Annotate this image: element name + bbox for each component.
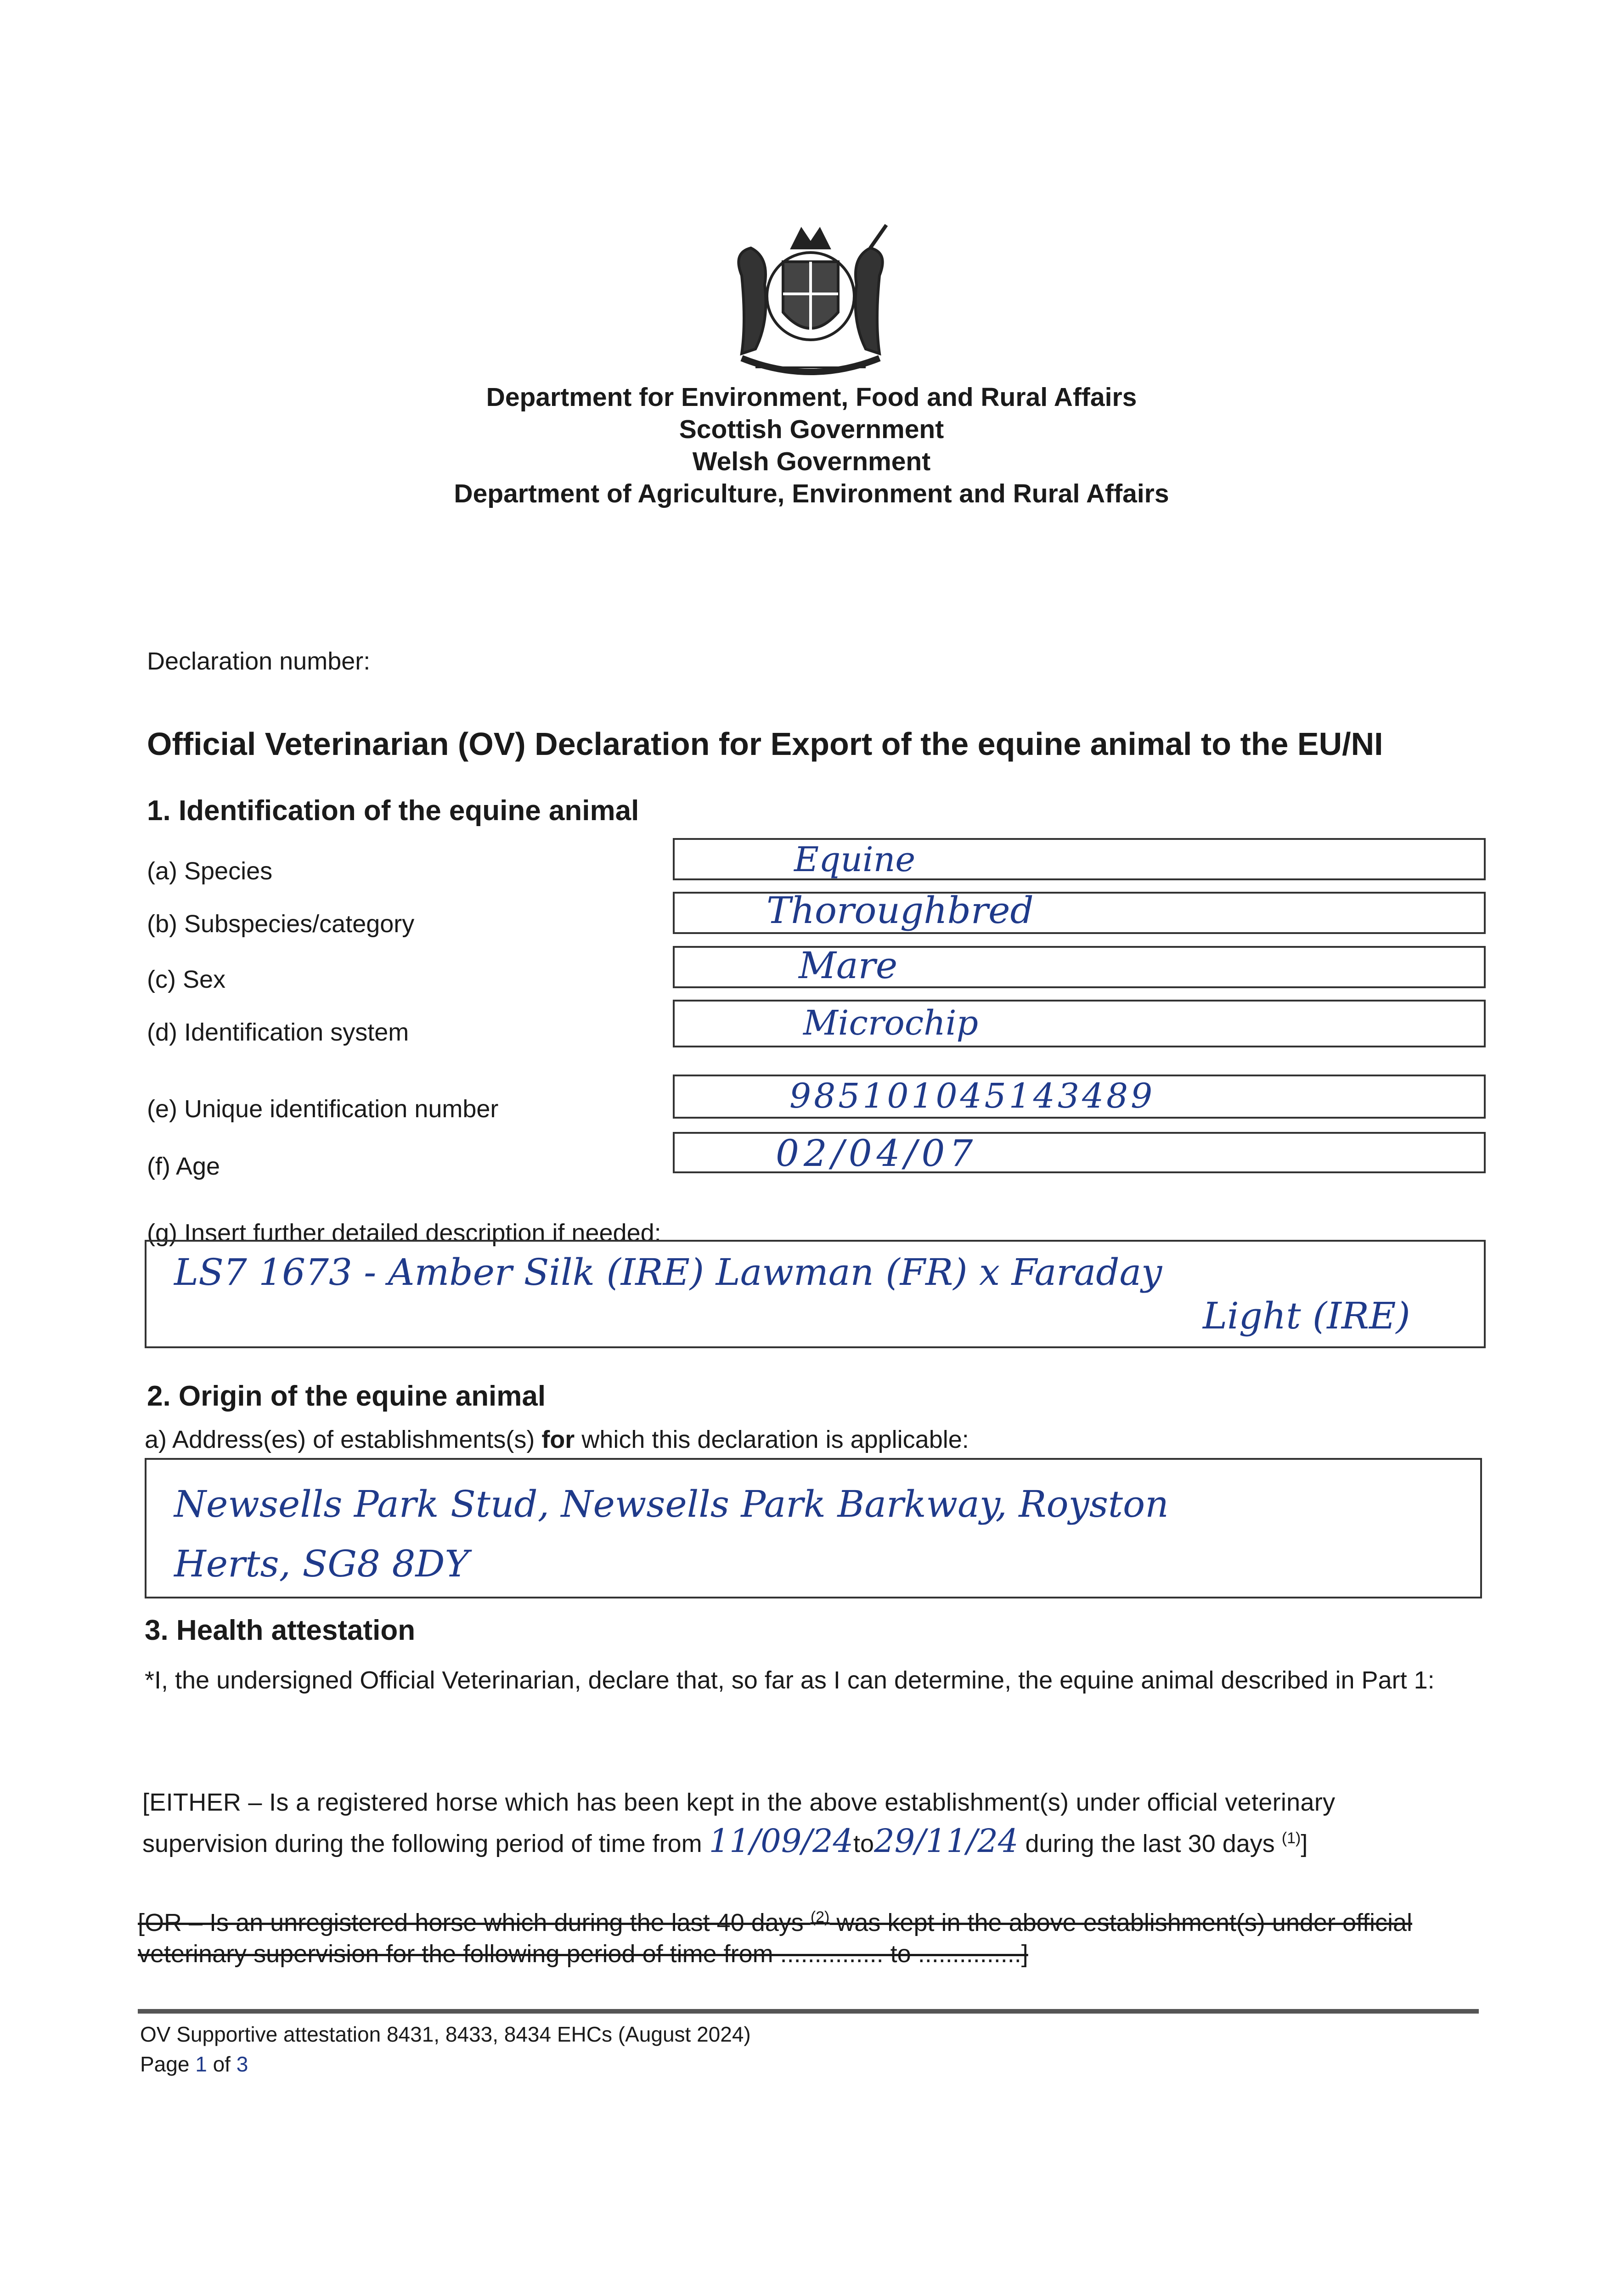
unique-id-label: (e) Unique identification number <box>147 1095 499 1123</box>
either-footnote: (1) <box>1281 1829 1301 1847</box>
page-number <box>140 2050 248 2078</box>
or-line2: veterinary supervision for the following period of time from ............... to ...............] <box>138 1940 1028 1968</box>
address-label-bold: for <box>541 1426 575 1453</box>
either-close: ] <box>1301 1830 1308 1857</box>
or-line1 <box>138 1901 1412 1939</box>
declaration-number-label: Declaration number: <box>147 647 371 675</box>
subspecies-label: (b) Subspecies/category <box>147 910 415 938</box>
age-value: 02/04/07 <box>776 1132 978 1175</box>
or-line1-post: was kept in the above establishment(s) under official <box>829 1909 1413 1936</box>
page-current: 1 <box>195 2052 207 2076</box>
or-footnote: (2) <box>810 1908 830 1926</box>
dept-scottish-gov: Scottish Government <box>679 415 944 444</box>
address-field[interactable] <box>145 1458 1482 1598</box>
page-title: Official Veterinarian (OV) Declaration for Export of the equine animal to the EU/NI <box>147 726 1383 762</box>
section1-heading: 1. Identification of the equine animal <box>147 795 639 827</box>
identification-system-label: (d) Identification system <box>147 1019 409 1046</box>
further-description-line1: LS7 1673 - Amber Silk (IRE) Lawman (FR) x Faraday <box>174 1251 1162 1294</box>
either-line1: [EITHER – Is a registered horse which has been kept in the above establishment(s) under official veterinary <box>142 1789 1336 1816</box>
page-total: 3 <box>236 2052 248 2076</box>
footer-attestation: OV Supportive attestation 8431, 8433, 8434 EHCs (August 2024) <box>140 2022 751 2046</box>
subspecies-field[interactable] <box>673 889 1486 934</box>
species-value: Equine <box>794 840 916 879</box>
or-line1-pre: [OR – Is an unregistered horse which during the last 40 days <box>138 1909 811 1936</box>
footer-rule <box>138 2009 1479 2014</box>
either-to: to <box>853 1830 874 1857</box>
either-line2 <box>142 1822 1307 1860</box>
section2-heading: 2. Origin of the equine animal <box>147 1380 546 1412</box>
address-line2: Herts, SG8 8DY <box>174 1542 469 1585</box>
dept-daera: Department of Agriculture, Environment and Rural Affairs <box>454 479 1169 508</box>
further-description-label: (g) Insert further detailed description if needed: <box>147 1219 661 1247</box>
further-description-field[interactable] <box>145 1240 1486 1348</box>
subspecies-value: Thoroughbred <box>766 889 1034 932</box>
address-label <box>145 1424 969 1456</box>
dept-welsh-gov: Welsh Government <box>692 447 931 476</box>
address-line1: Newsells Park Stud, Newsells Park Barkway, Royston <box>174 1483 1169 1525</box>
page-word: Page <box>140 2052 196 2076</box>
either-line2-pre: supervision during the following period of time from <box>142 1830 709 1857</box>
unique-id-value: 985101045143489 <box>789 1076 1155 1116</box>
species-label: (a) Species <box>147 857 273 885</box>
further-description-line2: Light (IRE) <box>1203 1294 1410 1337</box>
section3-heading: 3. Health attestation <box>145 1615 416 1646</box>
date-from-value[interactable]: 11/09/24 <box>709 1822 854 1860</box>
identification-system-field[interactable] <box>673 1000 1486 1047</box>
sex-value: Mare <box>799 944 898 987</box>
unique-id-field[interactable] <box>673 1075 1486 1119</box>
identification-system-value: Microchip <box>803 1003 978 1043</box>
species-field[interactable] <box>673 838 1486 880</box>
address-label-post: which this declaration is applicable: <box>575 1426 969 1453</box>
of-word: of <box>207 2052 237 2076</box>
age-field[interactable] <box>673 1132 1486 1173</box>
sex-field[interactable] <box>673 946 1486 988</box>
health-intro: *I, the undersigned Official Veterinarian, declare that, so far as I can determine, the equine animal described in Part 1: <box>145 1666 1435 1694</box>
date-to-value[interactable]: 29/11/24 <box>874 1822 1019 1860</box>
dept-defra: Department for Environment, Food and Rural Affairs <box>486 383 1137 412</box>
address-label-pre: a) Address(es) of establishments(s) <box>145 1426 542 1453</box>
either-line2-post: during the last 30 days <box>1018 1830 1282 1857</box>
sex-label: (c) Sex <box>147 966 226 993</box>
age-label: (f) Age <box>147 1153 220 1180</box>
royal-coat-of-arms-icon <box>714 220 907 386</box>
